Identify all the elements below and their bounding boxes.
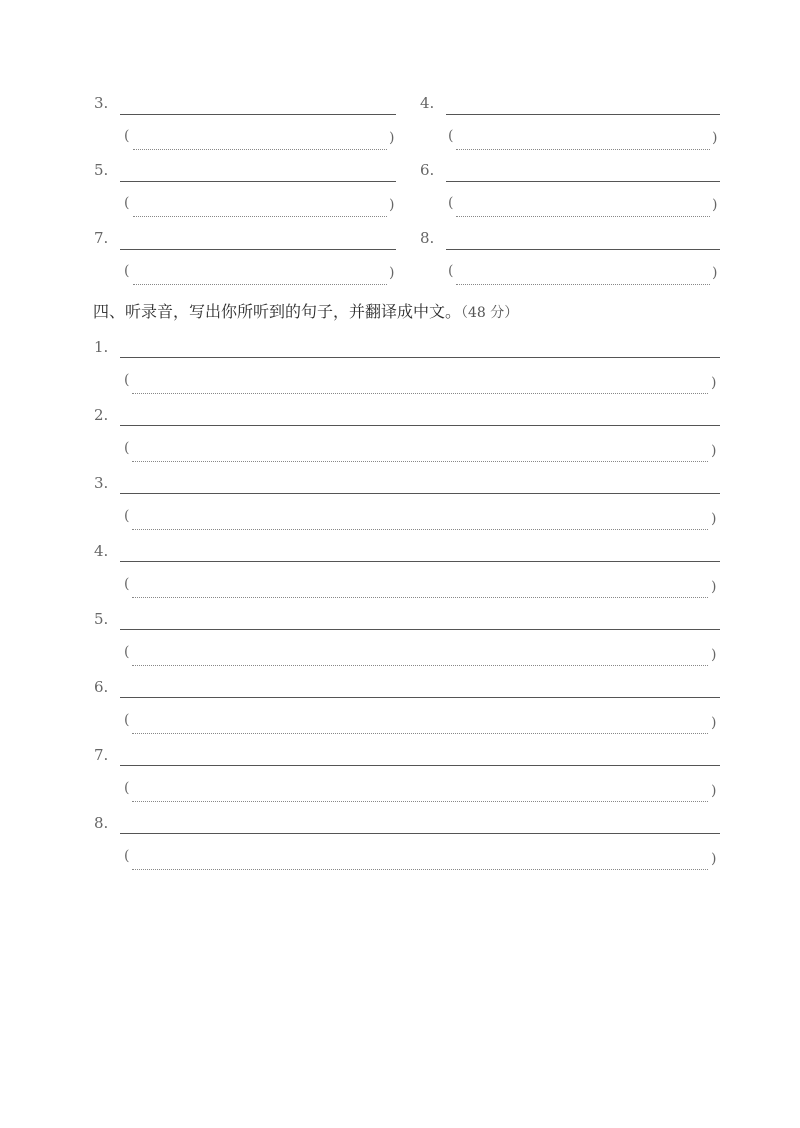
translation-line[interactable] [132,801,708,802]
translation-line[interactable] [133,216,387,217]
item-number: 7. [94,746,109,764]
item-number: 6. [94,678,109,696]
close-paren: ) [389,265,395,281]
open-paren: ( [124,440,130,456]
close-paren: ) [389,197,395,213]
open-paren: ( [124,508,130,524]
translation-line[interactable] [132,597,708,598]
item-number: 8. [420,229,435,247]
translation-line[interactable] [132,869,708,870]
close-paren: ) [711,511,717,527]
open-paren: ( [124,644,130,660]
section-four-score: （48 分） [461,305,519,321]
answer-line[interactable] [446,114,720,115]
close-paren: ) [711,715,717,731]
answer-line[interactable] [120,629,720,630]
close-paren: ) [711,375,717,391]
answer-line[interactable] [120,697,720,698]
answer-line[interactable] [120,493,720,494]
open-paren: ( [124,712,130,728]
close-paren: ) [712,130,718,146]
open-paren: ( [124,576,130,592]
answer-line[interactable] [446,181,720,182]
translation-line[interactable] [132,733,708,734]
item-number: 4. [420,94,435,112]
close-paren: ) [389,130,395,146]
open-paren: ( [448,195,454,211]
item-number: 7. [94,229,109,247]
open-paren: ( [124,780,130,796]
translation-line[interactable] [132,665,708,666]
close-paren: ) [711,579,717,595]
item-number: 6. [420,161,435,179]
translation-line[interactable] [133,284,387,285]
item-number: 4. [94,542,109,560]
open-paren: ( [124,263,130,279]
answer-line[interactable] [120,249,396,250]
item-number: 1. [94,338,109,356]
close-paren: ) [711,647,717,663]
answer-line[interactable] [120,425,720,426]
item-number: 3. [94,94,109,112]
close-paren: ) [711,851,717,867]
answer-line[interactable] [120,561,720,562]
item-number: 2. [94,406,109,424]
answer-line[interactable] [120,357,720,358]
close-paren: ) [711,443,717,459]
close-paren: ) [712,265,718,281]
answer-line[interactable] [120,833,720,834]
open-paren: ( [448,263,454,279]
answer-line[interactable] [120,765,720,766]
open-paren: ( [448,128,454,144]
item-number: 8. [94,814,109,832]
answer-line[interactable] [120,114,396,115]
item-number: 5. [94,161,109,179]
open-paren: ( [124,128,130,144]
open-paren: ( [124,372,130,388]
translation-line[interactable] [456,149,710,150]
item-number: 3. [94,474,109,492]
item-number: 5. [94,610,109,628]
translation-line[interactable] [456,216,710,217]
open-paren: ( [124,848,130,864]
translation-line[interactable] [132,529,708,530]
translation-line[interactable] [133,149,387,150]
close-paren: ) [712,197,718,213]
answer-line[interactable] [120,181,396,182]
open-paren: ( [124,195,130,211]
answer-line[interactable] [446,249,720,250]
translation-line[interactable] [132,393,708,394]
translation-line[interactable] [456,284,710,285]
section-four-title: 四、听录音，写出你所听到的句子，并翻译成中文。 [93,302,462,321]
close-paren: ) [711,783,717,799]
translation-line[interactable] [132,461,708,462]
section-four-heading [93,302,518,323]
